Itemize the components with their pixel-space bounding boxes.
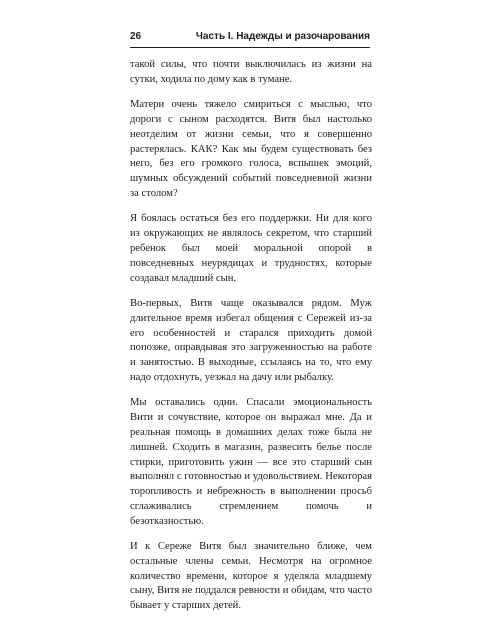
- paragraph: Матери очень тяжело смириться с мыслью, что дороги с сыном расходятся. Витя был настолько неотделим от жизни семьи, что я совершенно растерялась. КАК? Как мы будем существовать без него, без его громкого голоса, вспышек эмоций, шумных обсуждений событий повседневной жизни за столом?: [130, 99, 372, 199]
- page-number: 26: [130, 31, 142, 42]
- paragraph: Во-первых, Витя чаще оказывался рядом. Муж длительное время избегал общения с Сережей из-за его особенностей и старался приходить домой попозже, оправдывая это загруженностью на работе и занятостью. В выходные, ссылаясь на то, что ему надо отдохнуть, уезжал на дачу или рыбалку.: [130, 297, 372, 383]
- page-header: [130, 31, 370, 47]
- paragraph: Я боялась остаться без его поддержки. Ни для кого из окружающих не являлось секретом, что старший ребенок был моей моральной опорой в повседневных неурядицах и трудностях, которые создавал младший сын.: [130, 213, 372, 284]
- paragraph: Мы оставались одни. Спасали эмоциональность Вити и сочувствие, которое он выражал мне. Да и реальная помощь в домашних делах тоже была не лишней. Сходить в магазин, развесить белье после стирки, приготовить ужин — все это старший сын выполнял с готовностью и удовольствием. Некоторая торопливость и небрежность в выполнении просьб сглаживались стремлением помочь и безотказностью.: [130, 397, 372, 527]
- paragraph: такой силы, что почти выключилась из жизни на сутки, ходила по дому как в тумане.: [130, 59, 372, 85]
- running-head: Часть I. Надежды и разочарования: [195, 31, 370, 42]
- body-text: [130, 58, 372, 625]
- header-rule: [130, 47, 370, 48]
- paragraph: И к Сереже Витя был значительно ближе, чем остальные члены семьи. Несмотря на огромное количество времени, которое я уделяла младшему сыну, Витя не поддался ревности и обидам, что часто бывает у старших детей.: [130, 541, 372, 612]
